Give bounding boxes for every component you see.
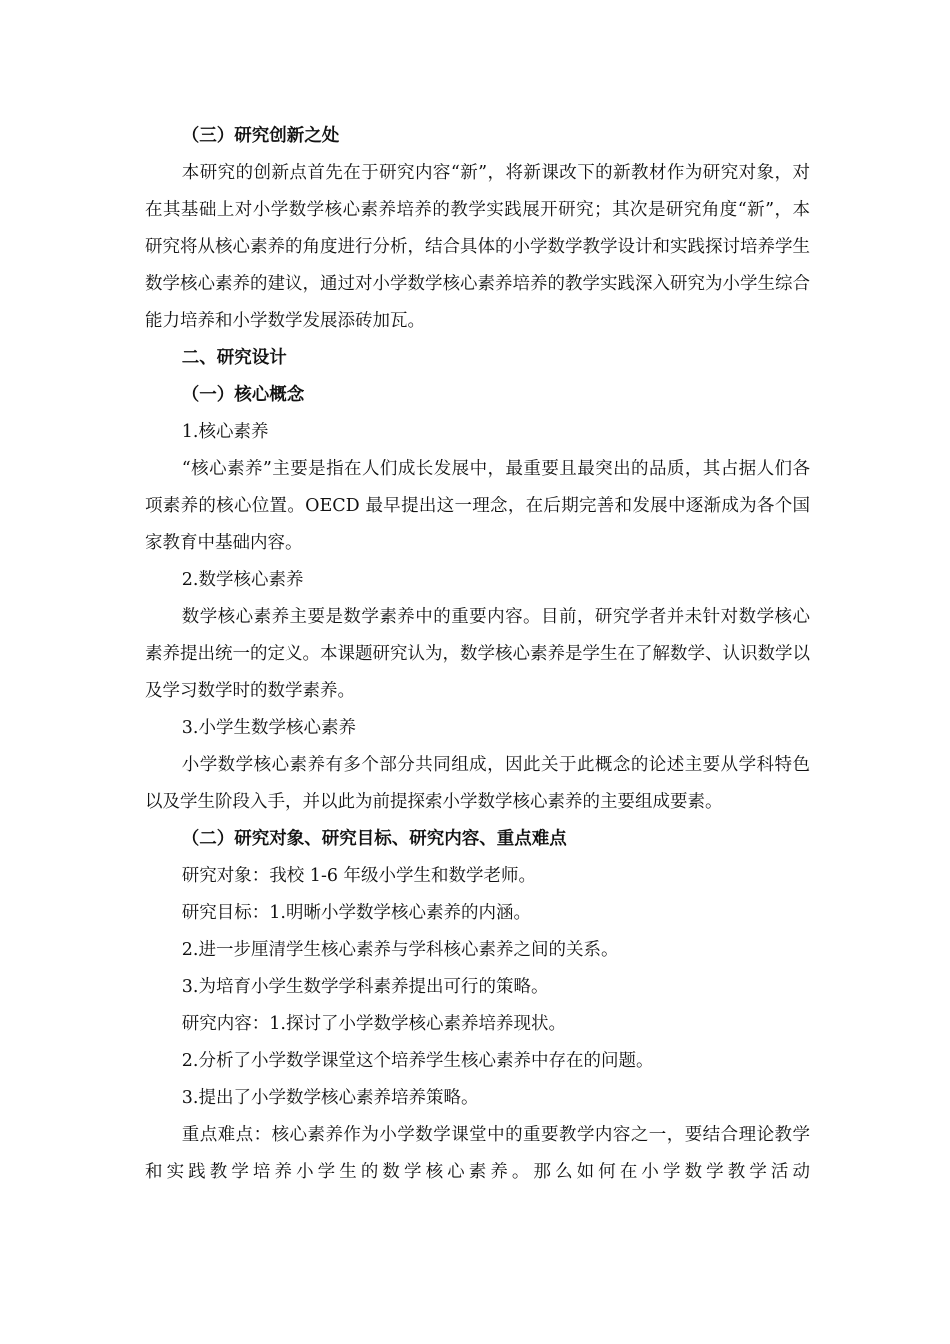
content-line-1: 研究内容：1.探讨了小学数学核心素养培养现状。 bbox=[181, 1014, 566, 1034]
concept1-title: 1.核心素养 bbox=[181, 422, 269, 442]
innovation-heading: （三）研究创新之处 bbox=[181, 126, 340, 146]
concept1-paragraph: “核心素养”主要是指在人们成长发展中，最重要且最突出的品质，其占据人们各项素养的核心位置。OECD 最早提出这一理念，在后期完善和发展中逐渐成为各个国家教育中基础内容。 bbox=[145, 459, 810, 553]
goal-line-1: 研究目标：1.明晰小学数学核心素养的内涵。 bbox=[181, 903, 531, 923]
content-line-2: 2.分析了小学数学课堂这个培养学生核心素养中存在的问题。 bbox=[181, 1051, 654, 1071]
goal-line-3: 3.为培育小学生数学学科素养提出可行的策略。 bbox=[181, 977, 549, 997]
objects-heading: （二）研究对象、研究目标、研究内容、重点难点 bbox=[181, 829, 567, 849]
difficulty-paragraph: 重点难点：核心素养作为小学数学课堂中的重要教学内容之一，要结合理论教学和实践教学培养小学生的数学核心素养。那么如何在小学数学教学活动 bbox=[145, 1125, 810, 1182]
goal-line-2: 2.进一步厘清学生核心素养与学科核心素养之间的关系。 bbox=[181, 940, 619, 960]
document-body bbox=[145, 118, 810, 1191]
concept2-title: 2.数学核心素养 bbox=[181, 570, 304, 590]
design-heading: 二、研究设计 bbox=[181, 348, 287, 368]
content-line-3: 3.提出了小学数学核心素养培养策略。 bbox=[181, 1088, 479, 1108]
concept-heading: （一）核心概念 bbox=[181, 385, 305, 405]
concept2-paragraph: 数学核心素养主要是数学素养中的重要内容。目前，研究学者并未针对数学核心素养提出统一的定义。本课题研究认为，数学核心素养是学生在了解数学、认识数学以及学习数学时的数学素养。 bbox=[145, 607, 810, 701]
concept3-title: 3.小学生数学核心素养 bbox=[181, 718, 356, 738]
object-line: 研究对象：我校 1-6 年级小学生和数学老师。 bbox=[181, 866, 537, 886]
concept3-paragraph: 小学数学核心素养有多个部分共同组成，因此关于此概念的论述主要从学科特色以及学生阶段入手，并以此为前提探索小学数学核心素养的主要组成要素。 bbox=[145, 755, 810, 812]
innovation-paragraph: 本研究的创新点首先在于研究内容“新”，将新课改下的新教材作为研究对象，对在其基础上对小学数学核心素养培养的教学实践展开研究；其次是研究角度“新”，本研究将从核心素养的角度进行分析，结合具体的小学数学教学设计和实践探讨培养学生数学核心素养的建议，通过对小学数学核心素养培养的教学实践深入研究为小学生综合能力培养和小学数学发展添砖加瓦。 bbox=[145, 163, 810, 331]
